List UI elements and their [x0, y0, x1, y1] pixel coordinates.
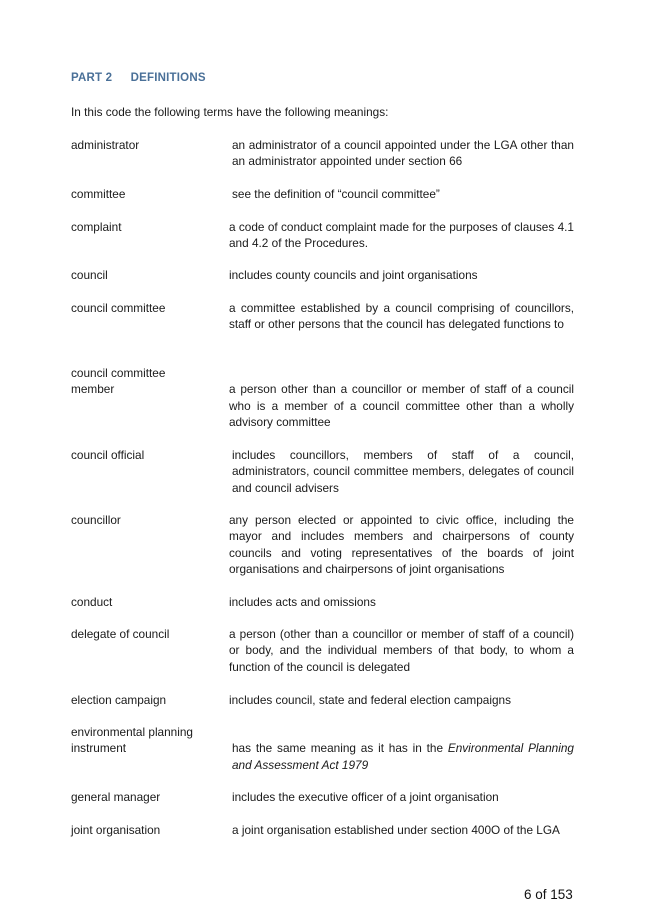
section-number: PART 2	[71, 72, 113, 84]
definition-term: administrator	[71, 138, 140, 152]
page-number: 6 of 153	[524, 887, 573, 902]
definition-text: includes councillors, members of staff of a council, administrators, council committee members, delegates of council and council advisers	[232, 448, 574, 495]
definition-text: a joint organisation established under section 400O of the LGA	[232, 823, 560, 837]
definition-text: includes council, state and federal election campaigns	[229, 693, 511, 707]
definition-text: an administrator of a council appointed under the LGA other than an administrator appointed under section 66	[232, 138, 574, 169]
intro-text: In this code the following terms have the following meanings:	[71, 105, 389, 119]
definition-text: a code of conduct complaint made for the purposes of clauses 4.1 and 4.2 of the Procedures.	[229, 220, 574, 251]
definition-term: election campaign	[71, 693, 167, 707]
section-heading	[71, 72, 206, 84]
definition-text: any person elected or appointed to civic office, including the mayor and includes members and chairpersons of county councils and voting representatives of the boards of joint organisations and chairpersons of joint organisations	[229, 513, 574, 577]
definition-term: council	[71, 268, 108, 282]
act-title: Environmental Planning and Assessment Act 1979	[232, 741, 574, 772]
definition-term: councillor	[71, 513, 121, 527]
definition-text: a person other than a councillor or member of staff of a council who is a member of a council committee other than a wholly advisory committee	[229, 382, 574, 430]
definition-term: conduct	[71, 595, 113, 609]
definition-text: a committee established by a council comprising of councillors, staff or other persons that the council has delegated functions to	[229, 301, 574, 332]
definition-text-prefix: has the same meaning as it has in the	[232, 741, 448, 756]
definition-text: includes acts and omissions	[229, 595, 376, 609]
definition-text: a person (other than a councillor or member of staff of a council) or body, and the individual members of that body, to whom a function of the council is delegated	[229, 627, 574, 674]
definition-text: includes county councils and joint organisations	[229, 268, 478, 282]
definition-term: joint organisation	[71, 823, 161, 837]
definition-text: includes the executive officer of a joint organisation	[232, 790, 499, 804]
definition-term: council official	[71, 448, 145, 462]
definition-term: council committee member	[71, 366, 166, 397]
definition-term: general manager	[71, 790, 161, 804]
section-title: DEFINITIONS	[130, 72, 206, 84]
definition-term: complaint	[71, 220, 122, 234]
definition-text	[232, 740, 574, 773]
definition-text: see the definition of “council committee”	[232, 187, 440, 201]
definition-term: council committee	[71, 301, 166, 315]
definition-term: committee	[71, 187, 126, 201]
definition-term: environmental planning instrument	[71, 725, 193, 756]
definition-term: delegate of council	[71, 627, 170, 641]
